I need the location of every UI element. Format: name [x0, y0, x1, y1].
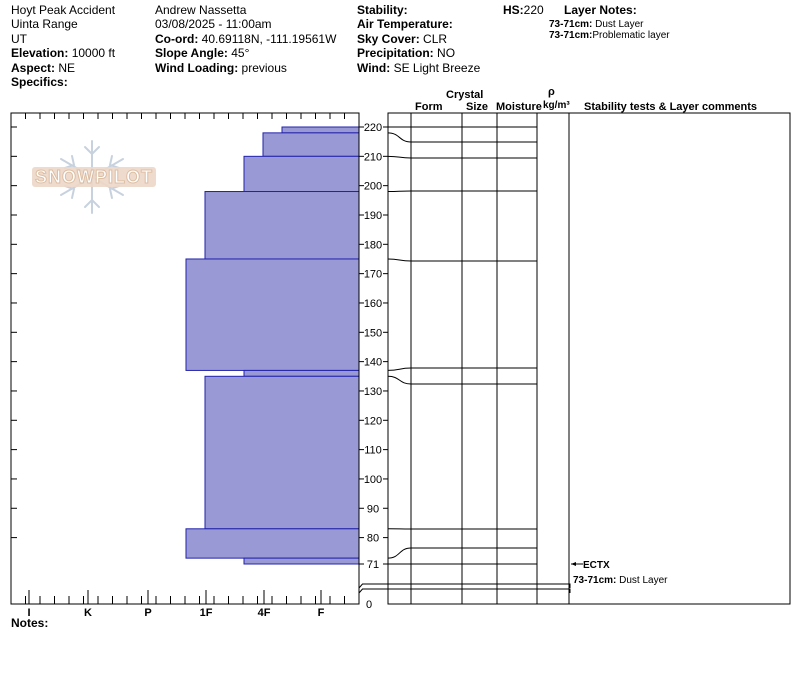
hardness-bar: [205, 192, 359, 259]
precip-value: NO: [437, 46, 456, 60]
layer-connector: [388, 133, 411, 142]
layer-connector: [388, 259, 411, 261]
depth-tick-label: 190: [363, 209, 383, 222]
stability-comment-text: Dust Layer: [619, 575, 668, 586]
depth-tick-label: 210: [363, 151, 383, 164]
depth-tick-label: 80: [366, 532, 380, 545]
depth-tick-label: 170: [363, 268, 383, 281]
specifics-label: Specifics:: [11, 75, 68, 89]
stability-label: Stability:: [357, 3, 408, 17]
layer-notes-label: Layer Notes:: [564, 3, 637, 17]
state-name: UT: [11, 32, 27, 46]
hardness-bar: [282, 127, 359, 133]
range-name: Uinta Range: [11, 17, 78, 31]
hardness-tick-label: F: [317, 607, 325, 619]
depth-tick-label: 110: [364, 444, 382, 457]
depth-tick-label: 130: [363, 385, 383, 398]
hardness-bar: [244, 370, 359, 376]
stability-comment: [573, 575, 668, 586]
stability-test-label: ECTX: [583, 560, 610, 571]
hs-value: 220: [523, 3, 544, 17]
elevation-value: 10000 ft: [71, 46, 116, 60]
hardness-bar: [186, 529, 359, 558]
layer-note-text: Problematic layer: [592, 30, 670, 41]
arrow-head-icon: [571, 562, 576, 566]
hardness-bar: [244, 558, 359, 564]
watermark-text: SNOWPILOT: [32, 167, 156, 187]
precip-label: Precipitation:: [357, 46, 434, 60]
crystal-header: Crystal: [446, 89, 484, 101]
slope-label: Slope Angle:: [155, 46, 228, 60]
layer-note-text: Dust Layer: [595, 19, 644, 30]
layer-connector: [388, 191, 411, 192]
sky-cover-value: CLR: [423, 32, 448, 46]
layer-table-frame: [388, 113, 790, 604]
coord-label: Co-ord:: [155, 32, 199, 46]
depth-tick-label: 90: [366, 503, 380, 516]
wind-loading-label: Wind Loading:: [155, 61, 239, 75]
hardness-tick-label: I: [27, 607, 31, 619]
layer-note-range: 73-71cm:: [549, 30, 593, 41]
depth-tick-label: 120: [363, 415, 383, 428]
observation-datetime: 03/08/2025 - 11:00am: [155, 17, 272, 31]
aspect-label: Aspect:: [11, 61, 56, 75]
depth-tick-label: 140: [363, 356, 383, 369]
hardness-bar: [186, 259, 359, 370]
break-line-upper: [359, 584, 570, 588]
rho-unit-header: kg/m³: [543, 100, 570, 111]
layer-connector: [388, 376, 411, 384]
moisture-header: Moisture: [496, 101, 542, 113]
depth-tick-label: 150: [363, 327, 383, 340]
stability-tests-header: Stability tests & Layer comments: [584, 101, 758, 113]
layer-note-range: 73-71cm:: [549, 19, 593, 30]
hardness-tick-label: K: [84, 607, 92, 619]
wind-loading-value: previous: [241, 61, 287, 75]
hardness-tick-label: P: [144, 607, 152, 619]
wind-value: SE Light Breeze: [393, 61, 481, 75]
size-header: Size: [466, 101, 489, 113]
air-temp-label: Air Temperature:: [357, 17, 453, 31]
hardness-tick-label: 4F: [257, 607, 271, 619]
layer-connector: [388, 368, 411, 370]
rho-header: ρ: [548, 86, 555, 98]
coord-value: 40.69118N, -111.19561W: [201, 32, 337, 46]
observer-name: Andrew Nassetta: [155, 3, 247, 17]
stability-comment-range: 73-71cm:: [573, 575, 617, 586]
notes-label: Notes:: [11, 616, 49, 630]
depth-tick-label: 71: [366, 559, 380, 571]
slope-value: 45°: [231, 46, 250, 60]
elevation-label: Elevation:: [11, 46, 69, 60]
depth-tick-label: 220: [363, 122, 383, 134]
hardness-bar: [244, 156, 359, 191]
sky-cover-label: Sky Cover:: [357, 32, 420, 46]
location-name: Hoyt Peak Accident: [11, 3, 116, 17]
depth-tick-label: 160: [363, 297, 383, 310]
layer-connector: [388, 156, 411, 158]
form-header: Form: [415, 101, 443, 113]
hardness-bar: [205, 376, 359, 529]
hs-label: HS:: [503, 3, 524, 17]
depth-tick-label: 200: [363, 180, 383, 193]
hardness-bar: [263, 133, 359, 156]
hardness-tick-label: 1F: [199, 607, 213, 619]
break-line-lower: [359, 589, 570, 593]
layer-connector: [388, 548, 411, 558]
depth-tick-label: 180: [363, 239, 383, 252]
aspect-value: NE: [58, 61, 76, 75]
depth-tick-label: 100: [363, 473, 383, 486]
depth-tick-label: 0: [365, 599, 373, 611]
wind-label: Wind:: [357, 61, 391, 75]
